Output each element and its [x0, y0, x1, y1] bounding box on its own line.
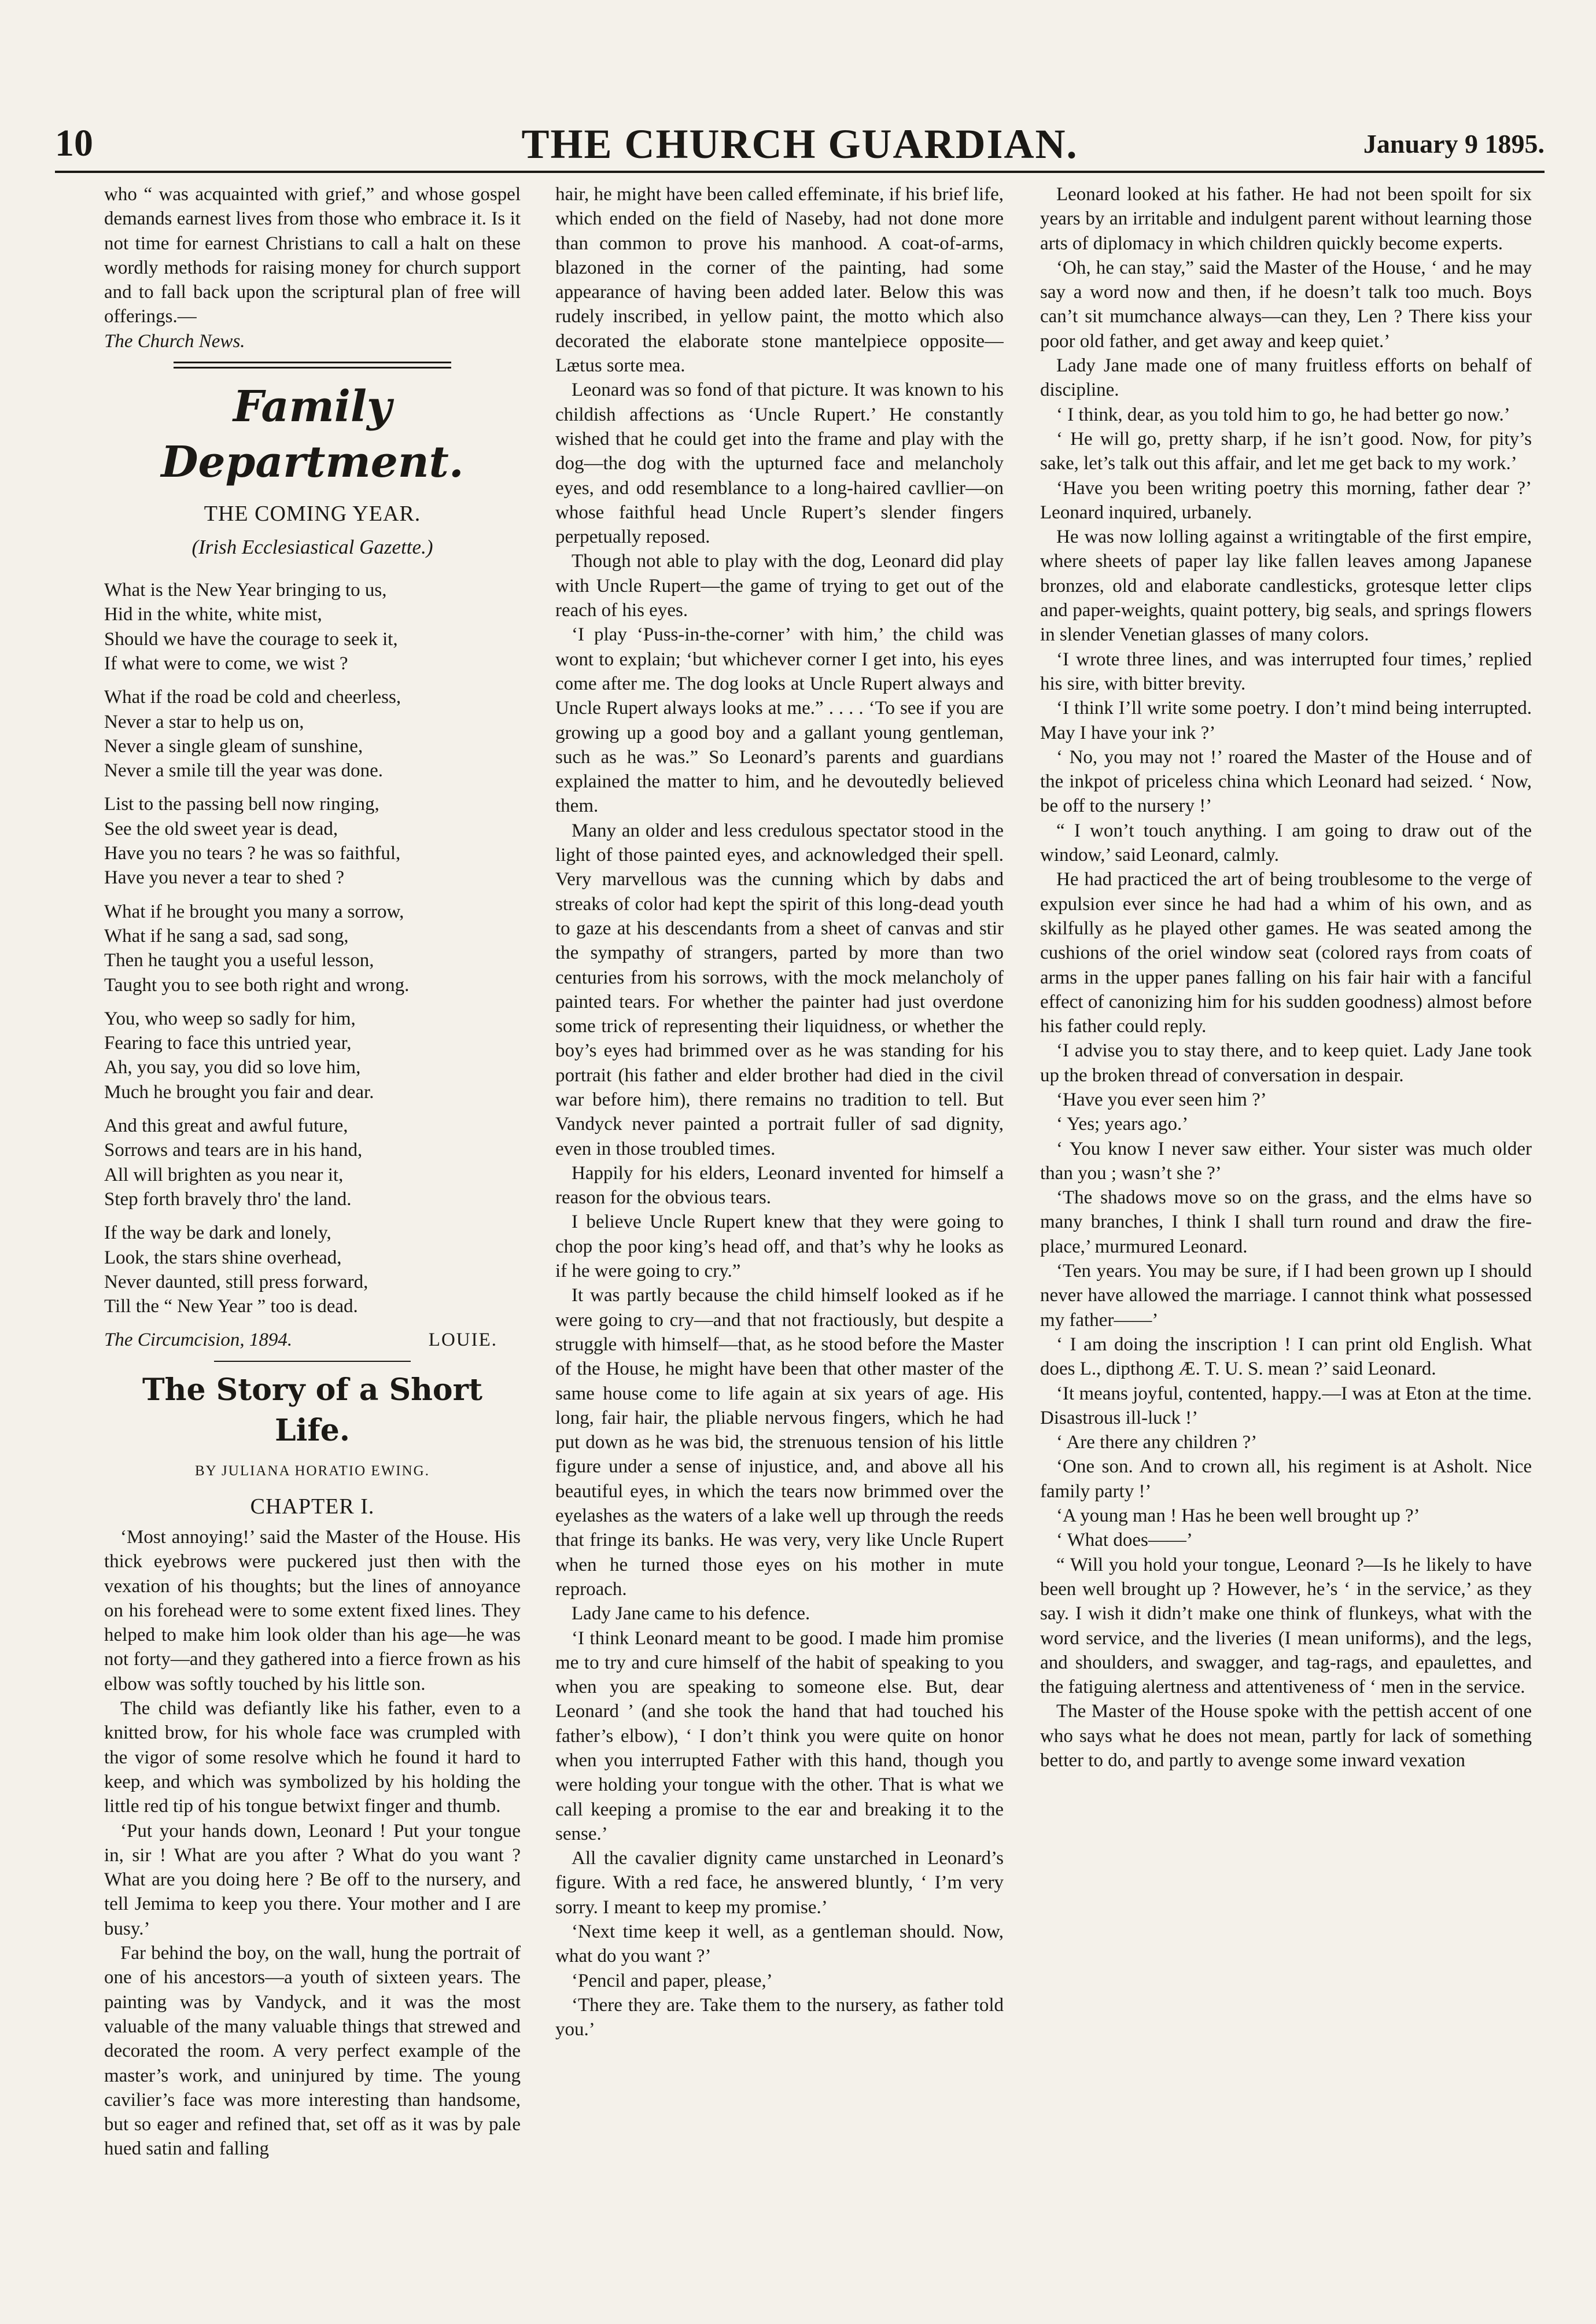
paragraph: ‘ Are there any children ?’	[1056, 1432, 1258, 1453]
story-byline: BY JULIANA HORATIO EWING.	[195, 1463, 430, 1479]
poem-line: Never a star to help us on,	[104, 711, 304, 732]
masthead: THE CHURCH GUARDIAN.	[521, 121, 1078, 167]
poem-line: What if he sang a sad, sad song,	[104, 925, 349, 946]
paragraph: hair, he might have been called effeminate, if his brief life, which ended on the field of Naseby, had not done more than common to prove his manhood. A coat-of-arms, blazoned in the corner of the painting, had some appearance of having been added later. Below this was rudely inscribed, in yellow paint, the motto which also decorated the elaborate stone mantelpiece opposite—Lætus sorte mea.	[555, 184, 1004, 377]
poem-line: Never a smile till the year was done.	[104, 760, 383, 782]
poem-line: What if he brought you many a sorrow,	[104, 901, 404, 922]
poem-line: Taught you to see both right and wrong.	[104, 974, 410, 996]
poem-line: Never daunted, still press forward,	[104, 1271, 368, 1292]
story-text	[104, 1525, 521, 2161]
paragraph: ‘ You know I never saw either. Your sister was much older than you ; wasn’t she ?’	[1040, 1138, 1532, 1184]
paragraph: ‘Most annoying!’ said the Master of the House. His thick eyebrows were puckered just then with the vexation of his thoughts; but the lines of annoyance on his forehead were to some extent fixed lines. They helped to make him look older than his age—he was not forty—and they gathered into a fierce frown as his elbow was softly touched by his little son.	[104, 1526, 521, 1695]
poem-stanza	[104, 578, 521, 676]
poem-line: Ah, you say, you did so love him,	[104, 1057, 361, 1078]
poem-line: Much he brought you fair and dear.	[104, 1081, 374, 1103]
poem-stanza	[104, 900, 521, 997]
paragraph: ‘ He will go, pretty sharp, if he isn’t good. Now, for pity’s sake, let’s talk out this affair, and let me get back to my work.’	[1040, 428, 1532, 474]
poem-stanza	[104, 1007, 521, 1104]
paragraph: ‘Have you ever seen him ?’	[1056, 1089, 1267, 1110]
page-header	[55, 116, 1545, 168]
paragraph: Leonard looked at his father. He had not been spoilt for six years by an irritable and indulgent parent without learning those arts of diplomacy in which children quickly become experts.	[1040, 184, 1532, 254]
paragraph: Lady Jane made one of many fruitless efforts on behalf of discipline.	[1040, 355, 1532, 401]
poem-line: You, who weep so sadly for him,	[104, 1008, 356, 1029]
paragraph: ‘One son. And to crown all, his regiment is at Asholt. Nice family party !’	[1040, 1456, 1532, 1502]
paragraph: Though not able to play with the dog, Leonard did play with Uncle Rupert—the game of trying to get out of the reach of his eyes.	[555, 551, 1004, 621]
paragraph: The child was defiantly like his father, even to a knitted brow, for his whole face was crumpled with the vigor of some resolve which he found it hard to keep, and which was symbolized by his holding the little red tip of his tongue betwixt finger and thumb.	[104, 1698, 521, 1817]
poem-line: See the old sweet year is dead,	[104, 818, 338, 839]
paragraph: ‘It means joyful, contented, happy.—I was at Eton at the time. Disastrous ill-luck !’	[1040, 1383, 1532, 1428]
paragraph: ‘The shadows move so on the grass, and the elms have so many branches, I think I shall turn round and draw the fire-place,’ murmured Leonard.	[1040, 1187, 1532, 1257]
poem-line: What if the road be cold and cheerless,	[104, 687, 401, 708]
paragraph: ‘I think Leonard meant to be good. I made him promise me to try and cure himself of the habit of speaking to you when you are speaking to someone else. But, dear Leonard ’ (and she took the hand that had touched his father’s elbow), ‘ I don’t think you were quite on honor when you interrupted Father with this hand, though you were holding your tongue with the other. That is what we call keeping a promise to the ear and breaking it to the sense.’	[555, 1627, 1004, 1844]
poem-line: Should we have the courage to seek it,	[104, 628, 398, 650]
intro-paragraph: who “ was acquainted with grief,” and whose gospel demands earnest lives from those who embrace it. Is it not time for earnest Christians to call a halt on these wordly methods for raising money for church support and to fall back upon the scriptural plan of free will offerings.—	[104, 184, 521, 327]
paragraph: He was now lolling against a writingtable of the first empire, where sheets of paper lay like fallen leaves among Japanese bronzes, old and elaborate candlesticks, grotesque letter clips and paper-weights, quaint pottery, big seals, and springs flowers in slender Venetian glasses of many colors.	[1040, 526, 1532, 646]
paragraph: ‘ I am doing the inscription ! I can print old English. What does L., dipthong Æ. T. U. S. mean ?’ said Leonard.	[1040, 1334, 1532, 1380]
paragraph: He had practiced the art of being troublesome to the verge of expulsion ever since he had had a whim of his own, and as skilfully as he played other games. He was seated among the cushions of the oriel window seat (colored rays from coats of arms in the upper panes falling on his fair hair with a fanciful effect of canonizing him for his sudden goodness) almost before his father could reply.	[1040, 869, 1532, 1037]
paragraph: ‘I wrote three lines, and was interrupted four times,’ replied his sire, with bitter brevity.	[1040, 649, 1532, 694]
paragraph: ‘Oh, he can stay,” said the Master of the House, ‘ and he may say a word now and then, if he doesn’t talk too much. Boys can’t sit mumchance always—can they, Len ? There kiss your poor old father, and get away and keep quiet.’	[1040, 257, 1532, 352]
paragraph: Leonard was so fond of that picture. It was known to his childish affections as ‘Uncle Rupert.’ He constantly wished that he could get into the frame and play with the dog—the dog with the upturned face and melancholy eyes, and odd resemblance to a long-haired cavllier—on whose faithful head Uncle Rupert’s slender fingers perpetually reposed.	[555, 380, 1004, 548]
poem-line: Fearing to face this untried year,	[104, 1033, 352, 1054]
paragraph: ‘Put your hands down, Leonard ! Put your tongue in, sir ! What are you after ? What do you want ? What are you doing here ? Be off to the nursery, and tell Jemima to keep you there. Your mother and I are busy.’	[104, 1820, 521, 1939]
paragraph: Happily for his elders, Leonard invented for himself a reason for the obvious tears.	[555, 1162, 1004, 1209]
paragraph: “ Will you hold your tongue, Leonard ?—Is he likely to have been well brought up ? However, he’s ‘ in the service,’ as they say. I wish it didn’t make one think of flunkeys, what with the word service, and the liveries (I mean uniforms), and the legs, and shoulders, and swagger, and tag-rags, and epaulettes, and the fatiguing alertness and attentiveness of ‘ men in the service.	[1040, 1554, 1532, 1698]
paragraph: I believe Uncle Rupert knew that they were going to chop the poor king’s head off, and that’s why he looks as if he were going to cry.”	[555, 1211, 1004, 1282]
poem-line: Then he taught you a useful lesson,	[104, 950, 374, 971]
page-number: 10	[55, 122, 93, 164]
poem-date: The Circumcision, 1894.	[104, 1329, 293, 1351]
paragraph: ‘There they are. Take them to the nursery, as father told you.’	[555, 1994, 1004, 2041]
poem-source: (Irish Ecclesiastical Gazette.)	[191, 536, 433, 559]
poem-line: Have you no tears ? he was so faithful,	[104, 843, 401, 864]
paragraph: ‘ Yes; years ago.’	[1056, 1114, 1189, 1135]
department-title: Family Department.	[161, 382, 464, 488]
paragraph: ‘Pencil and paper, please,’	[572, 1970, 773, 1991]
poem-title: THE COMING YEAR.	[204, 502, 421, 526]
poem-stanza	[104, 1114, 521, 1211]
paragraph: ‘Have you been writing poetry this morning, father dear ?’ Leonard inquired, urbanely.	[1040, 477, 1532, 523]
paragraph: All the cavalier dignity came unstarched in Leonard’s figure. With a red face, he answered bluntly, ‘ I’m very sorry. I meant to keep my promise.’	[555, 1848, 1004, 1918]
poem-line: Step forth bravely thro' the land.	[104, 1188, 352, 1210]
poem-stanza	[104, 792, 521, 890]
poem-signature	[104, 1328, 497, 1352]
poem-line: Never a single gleam of sunshine,	[104, 735, 363, 757]
poem-body	[104, 578, 521, 1318]
paragraph: ‘Next time keep it well, as a gentleman should. Now, what do you want ?’	[555, 1921, 1004, 1967]
paragraph: The Master of the House spoke with the pettish accent of one who says what he does not mean, partly for lack of something better to do, and partly to avenge some inward vexation	[1040, 1701, 1532, 1771]
poem-line: Till the “ New Year ” too is dead.	[104, 1296, 358, 1317]
poem-line: And this great and awful future,	[104, 1115, 348, 1137]
issue-date: January 9 1895.	[1363, 129, 1545, 159]
paragraph: ‘I advise you to stay there, and to keep quiet. Lady Jane took up the broken thread of conversation in despair.	[1040, 1040, 1532, 1086]
chapter-heading: CHAPTER I.	[250, 1494, 375, 1519]
section-divider	[214, 1361, 411, 1362]
poem-line: Sorrows and tears are in his hand,	[104, 1140, 363, 1161]
paragraph: Many an older and less credulous spectator stood in the light of those painted eyes, and acknowledged their spell. Very marvellous was the cunning which by dabs and streaks of color had kept the spirit of this long-dead youth to gaze at his descendants from a sheet of canvas and stir the sympathy of strangers, parted by more than two centuries from his sorrows, with the mock melancholy of painted tears. For whether the painter had just overdone some trick of representing their liquidness, or whether the boy’s eyes had brimmed over as he was standing for his portrait (his father and elder brother had died in the civil war before him), there remains no tradition to tell. But Vandyck never painted a portrait fuller of sad dignity, even in those troubled times.	[555, 820, 1004, 1159]
story-text	[1040, 182, 1532, 1773]
paragraph: ‘Ten years. You may be sure, if I had been grown up I should never have allowed the marriage. I cannot think what possessed my father——’	[1040, 1261, 1532, 1331]
section-divider	[174, 362, 451, 369]
poem-line: Look, the stars shine overhead,	[104, 1247, 342, 1268]
paragraph: “ I won’t touch anything. I am going to draw out of the window,’ said Leonard, calmly.	[1040, 820, 1532, 866]
column-1	[104, 182, 521, 2288]
paragraph: ‘A young man ! Has he been well brought up ?’	[1056, 1505, 1420, 1527]
paragraph: Far behind the boy, on the wall, hung the portrait of one of his ancestors—a youth of sixteen years. The painting was by Vandyck, and it was the most valuable of the many valuable things that strewed and decorated the room. A very perfect example of the master’s work, and uninjured by time. The young cavilier’s face was more interesting than handsome, but so eager and refined that, set off as it was by pale hued satin and falling	[104, 1943, 521, 2160]
poem-stanza	[104, 1221, 521, 1318]
paragraph: ‘ What does——’	[1056, 1530, 1193, 1551]
story-title: The Story of a Short Life.	[142, 1372, 483, 1448]
column-2	[555, 182, 1004, 2288]
paragraph: ‘ No, you may not !’ roared the Master of the House and of the inkpot of priceless china which Leonard had seized. ‘ Now, be off to the nursery !’	[1040, 746, 1532, 817]
column-3	[1040, 182, 1532, 2288]
poem-line: Have you never a tear to shed ?	[104, 867, 345, 889]
poem-line: All will brighten as you near it,	[104, 1164, 344, 1185]
paragraph: Lady Jane came to his defence.	[572, 1603, 810, 1625]
header-rule	[55, 171, 1545, 173]
poem-line: If what were to come, we wist ?	[104, 653, 348, 674]
story-text	[555, 182, 1004, 2042]
paragraph: ‘I think I’ll write some poetry. I don’t mind being interrupted. May I have your ink ?’	[1040, 698, 1532, 743]
poem-line: Hid in the white, white mist,	[104, 604, 322, 625]
poem-line: What is the New Year bringing to us,	[104, 580, 387, 601]
paragraph: It was partly because the child himself looked as if he were going to cry—and that not fractiously, but despite a struggle with himself—that, as he stood before the Master of the House, he might have been that other master of the same house come to life again at six years of age. His long, fair hair, the pliable nervous fingers, which he had put down as he was bid, the strenuous tension of his little figure under a sense of injustice, and, and above all his beautiful eyes, in which the tears now brimmed over the eyelashes as the waters of a lake well up through the reeds that fringe its banks. He was very, very like Uncle Rupert when he turned those eyes on his mother in mute reproach.	[555, 1285, 1004, 1600]
poem-line: List to the passing bell now ringing,	[104, 794, 379, 815]
poem-line: If the way be dark and lonely,	[104, 1222, 331, 1244]
intro-source: The Church News.	[104, 330, 245, 352]
poem-author: LOUIE.	[428, 1329, 497, 1351]
poem-stanza	[104, 685, 521, 783]
paragraph: ‘ I think, dear, as you told him to go, he had better go now.’	[1056, 404, 1510, 425]
paragraph: ‘I play ‘Puss-in-the-corner’ with him,’ the child was wont to explain; ‘but whichever corner I get into, his eyes come after me. The dog looks at Uncle Rupert always and Uncle Rupert always looks at me.” . . . . ‘To see if you are growing up a good boy and a gallant young gentleman, such as he was.” So Leonard’s parents and guardians explained the matter to him, and he devoutedly believed them.	[555, 624, 1004, 817]
